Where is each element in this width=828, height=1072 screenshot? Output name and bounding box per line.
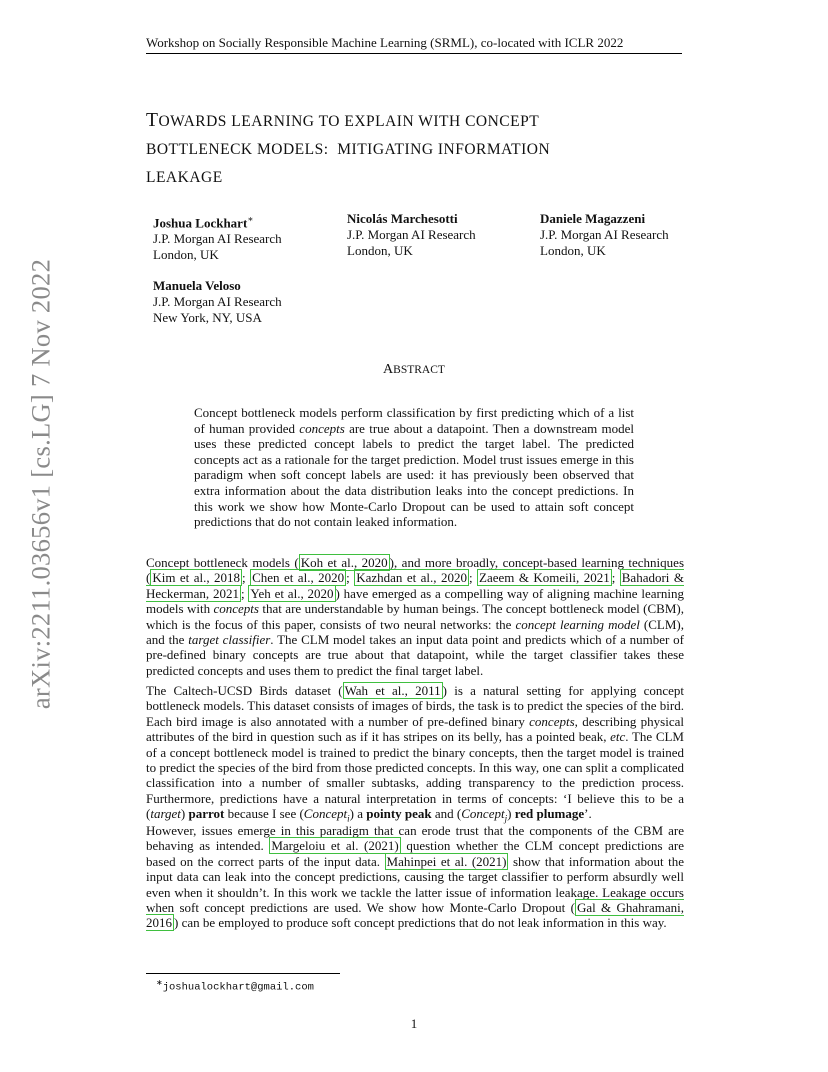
citation-link[interactable]: Kazhdan et al., 2020 [356, 570, 467, 586]
title-line-2: BOTTLENECK MODELS: MITIGATING INFORMATION [146, 141, 551, 158]
citation-link[interactable]: Kim et al., 2018 [152, 570, 241, 586]
title-line-1: TOWARDS LEARNING TO EXPLAIN WITH CONCEPT [146, 110, 540, 131]
citation-link[interactable]: Mahinpei et al. (2021) [386, 853, 507, 869]
citation-link[interactable]: Chen et al., 2020 [252, 570, 345, 586]
author-affiliation: J.P. Morgan AI Research [153, 231, 282, 247]
header-rule [146, 53, 682, 54]
author-name: Manuela Veloso [153, 278, 241, 293]
footnote: ∗joshualockhart@gmail.com [156, 978, 314, 994]
citation-link[interactable]: Koh et al., 2020 [300, 555, 388, 570]
author-footnote-mark: ∗ [247, 214, 254, 224]
author-affiliation: J.P. Morgan AI Research [540, 227, 669, 242]
footnote-rule [146, 973, 340, 974]
title-line-3: LEAKAGE [146, 169, 223, 186]
author-location: New York, NY, USA [153, 310, 262, 325]
page-number: 1 [410, 1016, 418, 1031]
citation-link[interactable]: Yeh et al., 2020 [250, 585, 334, 601]
citation-link[interactable]: Zaeem & Komeili, 2021 [479, 570, 610, 586]
citation-link[interactable]: Margeloiu et al. (2021) [271, 838, 399, 854]
citation-link[interactable]: Gal & Ghahramani, 2016 [146, 900, 684, 931]
footnote-email: joshualockhart@gmail.com [162, 981, 314, 994]
paragraph-birds-dataset: The Caltech-UCSD Birds dataset ( Wah et al., 2011 ) is a natural setting for applying concept bottleneck models. This dataset consists of images of birds, the task is to predict the species of the bird. Each bird image is also annotated with a number of pre-defined binary concepts, describing physical attributes of the bird in question such as if it has stripes on its belly, has a pointed beak, etc. The CLM of a concept bottleneck model is trained to predict the binary concepts, then the target model is trained to predict the species of the bird from those predicted concepts. In this way, one can split a complicated classification into a number of smaller subtasks, adding transparency to the prediction process. Furthermore, predictions have a natural interpretation in terms of concepts: ‘I believe this to be a (target) parrot because I see (Concept$_i$) a pointy peak and (Concept$_j$) red plumage’. [146, 683, 685, 824]
arxiv-stamp: arXiv:2211.03656v1 [cs.LG] 7 Nov 2022 [25, 258, 56, 710]
abstract-text: Concept bottleneck models perform classification by first predicting which of a list of human provided concepts are true about a datapoint. Then a downstream model uses these predicted concept labels to predict the target label. The predicted concepts act as a rationale for the target prediction. Model trust issues emerge in this paradigm when soft concept labels are used: it has previously been observed that extra information about the data distribution leaks into the concept predictions. In this work we show how Monte-Carlo Dropout can be used to attain soft concept predictions that do not contain leaked information. [194, 405, 635, 530]
author-name: Daniele Magazzeni [540, 211, 646, 226]
paragraph-intro: Concept bottleneck models ( Koh et al., 2020 ), and more broadly, concept-based learning techniques ( Kim et al., 2018 ; Chen et al., 2020 ; Kazhdan et al., 2020 ; Zaeem & Komeili, 2021 ; Bahadori & Heckerman, 2021 ; Yeh et al., 2020 ) have emerged as a compelling way of aligning machine learning models with concepts that are understandable by human beings. The concept bottleneck model (CBM), which is the focus of this paper, consists of two neural networks: the concept learning model (CLM), and the target classifier. The CLM model takes an input data point and predicts which of a number of pre-defined binary concepts are true about that datapoint, while the target classifier takes these predicted concepts and uses them to predict the final target label. [146, 555, 685, 678]
paper-title [146, 107, 686, 191]
author-block [153, 211, 282, 263]
author-name: Nicolás Marchesotti [347, 211, 458, 226]
author-block [153, 278, 282, 326]
citation-link[interactable]: Bahadori & Heckerman, 2021 [146, 570, 684, 601]
author-block [540, 211, 669, 259]
abstract-heading: ABSTRACT [383, 362, 445, 377]
paragraph-leakage: However, issues emerge in this paradigm that can erode trust that the components of the CBM are behaving as intended. Margeloiu et al. (2021) question whether the CLM concept predictions are based on the correct parts of the input data. Mahinpei et al. (2021) show that information about the input data can leak into the concept predictions, causing the target classifier to perform absurdly well even when it shouldn’t. In this work we tackle the latter issue of information leakage. Leakage occurs when soft concept predictions are used. We show how Monte-Carlo Dropout ( Gal & Ghahramani, 2016 ) can be employed to produce soft concept predictions that do not leak information in this way. [146, 823, 684, 931]
author-location: London, UK [153, 247, 219, 263]
author-location: London, UK [540, 243, 606, 258]
author-block [347, 211, 476, 259]
running-header: Workshop on Socially Responsible Machine Learning (SRML), co-located with ICLR 2022 [146, 35, 624, 50]
author-affiliation: J.P. Morgan AI Research [347, 227, 476, 242]
author-location: London, UK [347, 243, 413, 258]
citation-link[interactable]: Wah et al., 2011 [344, 683, 441, 698]
author-affiliation: J.P. Morgan AI Research [153, 294, 282, 309]
author-name: Joshua Lockhart [153, 215, 248, 231]
